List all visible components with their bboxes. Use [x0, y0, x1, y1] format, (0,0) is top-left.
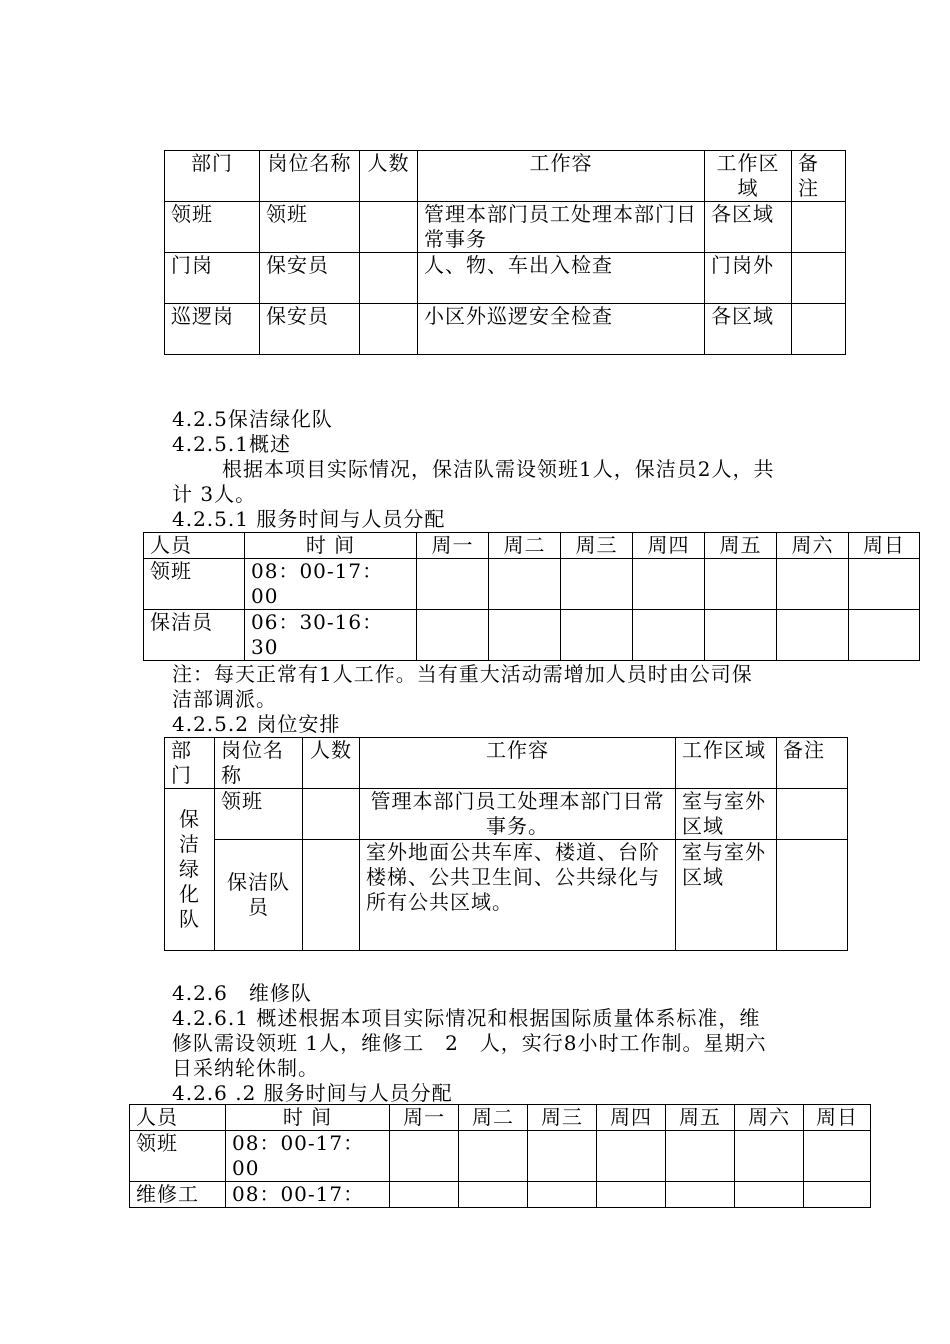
- header-cell: 人数: [303, 738, 360, 789]
- header-cell: 人数: [360, 151, 418, 202]
- header-cell: 部门: [165, 738, 215, 789]
- header-cell: 周四: [633, 533, 705, 559]
- table-cell: 门岗: [165, 253, 260, 304]
- section-heading: 4.2.6 维修队: [172, 981, 312, 1005]
- header-cell: 岗位名称: [215, 738, 303, 789]
- table-cell: [849, 610, 920, 661]
- body-text: 计 3人。: [172, 482, 257, 506]
- table-cell: [360, 304, 418, 355]
- table-cell: [417, 559, 489, 610]
- table-cell: [777, 840, 848, 951]
- header-cell: 周五: [705, 533, 777, 559]
- table-cell: 06：30-16：30: [245, 610, 417, 661]
- table-cell: 08：00-17：00: [245, 559, 417, 610]
- table-cell: [633, 559, 705, 610]
- table-cell: 管理本部门员工处理本部门日常事务。: [360, 789, 676, 840]
- table-cell: [303, 840, 360, 951]
- table-cell: 室外地面公共车库、楼道、台阶楼梯、公共卫生间、公共绿化与所有公共区域。: [360, 840, 676, 951]
- table-cell: [792, 202, 846, 253]
- table-cell: 管理本部门员工处理本部门日常事务: [418, 202, 705, 253]
- header-cell: 时 间: [245, 533, 417, 559]
- schedule-table-maintenance: [129, 1104, 871, 1208]
- schedule-table-cleaning: [143, 532, 920, 661]
- table-cell: [303, 789, 360, 840]
- table-cell: [528, 1182, 597, 1208]
- table-cell: 领班: [165, 202, 260, 253]
- table-row: [165, 202, 846, 253]
- body-text: 修队需设领班 1人，维修工 2 人，实行8小时工作制。星期六: [172, 1031, 767, 1055]
- table-cell: 领班: [144, 559, 245, 610]
- table-cell: 各区域: [705, 304, 792, 355]
- header-cell: 周二: [489, 533, 561, 559]
- table-cell: [804, 1131, 871, 1182]
- table-cell: 08：00-17：: [226, 1182, 390, 1208]
- table-cell: 维修工: [130, 1182, 226, 1208]
- header-cell: 周一: [390, 1105, 459, 1131]
- subsection-heading: 4.2.5.2 岗位安排: [172, 712, 341, 736]
- table-cell: 小区外巡逻安全检查: [418, 304, 705, 355]
- table-header-row: [165, 738, 848, 789]
- table-cell: 保安员: [260, 304, 360, 355]
- dept-cell: 保洁绿化队: [165, 789, 215, 951]
- table-cell: [561, 559, 633, 610]
- table-cell: [360, 202, 418, 253]
- table-cell: [666, 1182, 735, 1208]
- table-cell: [489, 559, 561, 610]
- table-cell: [777, 610, 849, 661]
- table-cell: [777, 559, 849, 610]
- header-cell: 工作区域: [705, 151, 792, 202]
- header-cell: 工作区域: [676, 738, 777, 789]
- table-cell: 门岗外: [705, 253, 792, 304]
- table-cell: [792, 253, 846, 304]
- subsection-heading: 4.2.5.1 服务时间与人员分配: [172, 507, 446, 531]
- table-cell: 保洁队员: [215, 840, 303, 951]
- header-cell: 时 间: [226, 1105, 390, 1131]
- header-cell: 周三: [561, 533, 633, 559]
- table-cell: [705, 610, 777, 661]
- table-row: [165, 304, 846, 355]
- table-cell: 各区域: [705, 202, 792, 253]
- table-cell: [804, 1182, 871, 1208]
- table-cell: [528, 1131, 597, 1182]
- header-cell: 部门: [165, 151, 260, 202]
- table-cell: [459, 1131, 528, 1182]
- table-cell: [390, 1182, 459, 1208]
- table-row: [144, 559, 920, 610]
- table-cell: [705, 559, 777, 610]
- header-cell: 备注: [777, 738, 848, 789]
- table-cell: [777, 789, 848, 840]
- table-cell: [417, 610, 489, 661]
- header-cell: 周日: [804, 1105, 871, 1131]
- header-cell: 备注: [792, 151, 846, 202]
- table-row: [130, 1182, 871, 1208]
- header-cell: 周一: [417, 533, 489, 559]
- note-text: 洁部调派。: [172, 687, 277, 711]
- table-cell: 08：00-17：00: [226, 1131, 390, 1182]
- header-cell: 周六: [735, 1105, 804, 1131]
- table-cell: [390, 1131, 459, 1182]
- table-cell: 室与室外区域: [676, 789, 777, 840]
- table-header-row: [144, 533, 920, 559]
- table-cell: 保安员: [260, 253, 360, 304]
- header-cell: 人员: [144, 533, 245, 559]
- table-cell: [792, 304, 846, 355]
- header-cell: 周二: [459, 1105, 528, 1131]
- header-cell: 周日: [849, 533, 920, 559]
- table-cell: [597, 1182, 666, 1208]
- subsection-heading: 4.2.5.1概述: [172, 432, 291, 456]
- body-text: 日采纳轮休制。: [172, 1056, 319, 1080]
- post-table-cleaning: [164, 737, 848, 951]
- table-cell: [459, 1182, 528, 1208]
- table-row: [165, 253, 846, 304]
- subsection-heading: 4.2.6 .2 服务时间与人员分配: [172, 1081, 453, 1105]
- table-cell: [360, 253, 418, 304]
- table-cell: [735, 1182, 804, 1208]
- header-cell: 人员: [130, 1105, 226, 1131]
- section-heading: 4.2.5保洁绿化队: [172, 407, 333, 431]
- header-cell: 周六: [777, 533, 849, 559]
- table-cell: 领班: [260, 202, 360, 253]
- table-cell: 巡逻岗: [165, 304, 260, 355]
- table-row: [144, 610, 920, 661]
- note-text: 注：每天正常有1人工作。当有重大活动需增加人员时由公司保: [172, 662, 753, 686]
- header-cell: 工作容: [418, 151, 705, 202]
- table-cell: [666, 1131, 735, 1182]
- table-row: [165, 789, 848, 840]
- table-header-row: [165, 151, 846, 202]
- table-row: [130, 1131, 871, 1182]
- table-cell: 室与室外区域: [676, 840, 777, 951]
- table-cell: [489, 610, 561, 661]
- header-cell: 工作容: [360, 738, 676, 789]
- post-table-security: [164, 150, 846, 355]
- table-cell: 领班: [215, 789, 303, 840]
- header-cell: 周四: [597, 1105, 666, 1131]
- table-cell: [561, 610, 633, 661]
- table-header-row: [130, 1105, 871, 1131]
- table-cell: 人、物、车出入检查: [418, 253, 705, 304]
- table-row: [165, 840, 848, 951]
- body-text: 根据本项目实际情况，保洁队需设领班1人，保洁员2人，共: [222, 457, 775, 481]
- body-text: 4.2.6.1 概述根据本项目实际情况和根据国际质量体系标准，维: [172, 1006, 761, 1030]
- header-cell: 周五: [666, 1105, 735, 1131]
- table-cell: [849, 559, 920, 610]
- header-cell: 周三: [528, 1105, 597, 1131]
- table-cell: [735, 1131, 804, 1182]
- table-cell: 领班: [130, 1131, 226, 1182]
- table-cell: [633, 610, 705, 661]
- table-cell: [597, 1131, 666, 1182]
- header-cell: 岗位名称: [260, 151, 360, 202]
- table-cell: 保洁员: [144, 610, 245, 661]
